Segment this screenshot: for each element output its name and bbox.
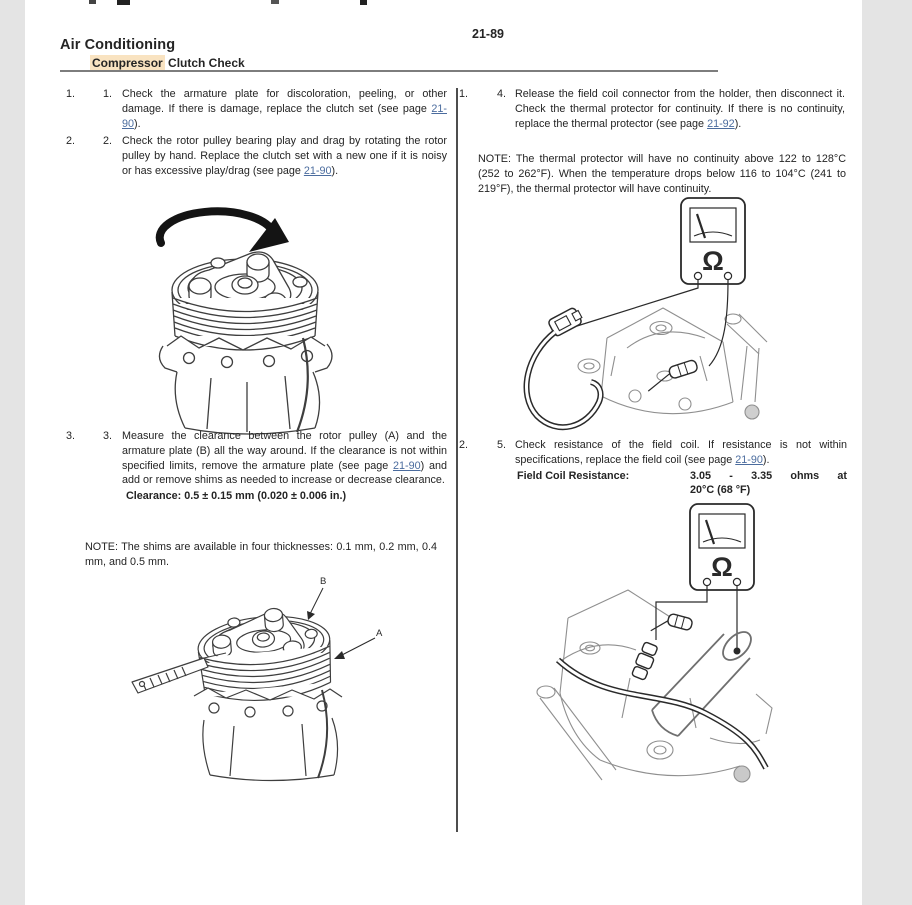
cropped-text-remnant [89,0,96,4]
step-number: 1. [103,88,113,100]
step-number: 4. [497,88,507,100]
clearance-spec: Clearance: 0.5 ± 0.15 mm (0.020 ± 0.006 in.) [126,490,347,503]
step-4 [459,87,845,131]
step-number: 3. [103,430,113,442]
meter-terminal [733,578,740,585]
meter-terminal [724,272,731,279]
step-number: 5. [497,439,507,451]
step-outer-number: 2. [66,135,76,148]
step-text-segment: Check the armature plate for discoloration, peeling, or other damage. If there is damage, replace the clutch set (see page [122,88,447,115]
ohm-symbol: Ω [711,552,733,582]
probe-contact [734,648,741,655]
step-text-segment: Release the field coil connector from the holder, then disconnect it. Check the thermal protector for continuity. If there is no continuity, replace the thermal protector (see page [515,88,845,130]
column-divider [456,88,458,832]
step-outer-number: 3. [66,430,76,442]
spec-value-line1: 3.05 - 3.35 ohms at [690,469,847,482]
step-1 [66,87,447,131]
subsection-title [90,56,245,70]
feeler-gauge [132,658,208,693]
test-probe [643,359,699,391]
compressor-rotation-figure [115,186,370,434]
step-text [122,429,447,488]
label-a: A [376,628,383,639]
test-lead [577,280,698,326]
right-note: NOTE: The thermal protector will have no continuity above 122 to 128°C (252 to 262°F). When the temperature drops below 116 to 104°C (241 to 219°F), the thermal protector will have continuity. [478,153,846,195]
search-highlight: Compressor [92,56,163,70]
clearance-measurement-figure [130,570,400,795]
step-text-segment: Check the rotor pulley bearing play and drag by rotating the rotor pulley by hand. Replace the clutch set with a new one if it is noisy or has excessive play/drag (see page [122,135,447,177]
page-link-21-90[interactable]: 21-90 [735,453,763,466]
step-text-segment: ). [134,117,141,130]
spec-label: Field Coil Resistance: [517,469,630,482]
section-title: Air Conditioning [60,37,176,53]
step-text [122,87,447,131]
step-text-segment: Measure the clearance between the rotor pulley (A) and the armature plate (B) all the way around. If the clearance is not within specified limits, remove the armature plate (see page [122,430,447,472]
step-text [515,438,847,468]
field-coil-test-figure [510,498,780,793]
cropped-text-remnant [117,0,130,5]
page-link-21-90[interactable]: 21-90 [303,164,332,177]
step-text-segment: ). [331,164,339,177]
meter-display [690,208,736,242]
cropped-text-remnant [360,0,367,5]
step-outer-number: 2. [459,439,469,451]
meter-terminal [703,578,710,585]
ohmmeter [690,504,754,590]
ohm-symbol: Ω [702,246,724,276]
label-b: B [320,576,327,587]
test-probe [651,609,693,640]
step-outer-number: 1. [459,88,469,100]
meter-terminal [694,272,701,279]
header-rule [60,70,718,72]
ohmmeter [681,198,745,284]
step-5 [459,438,845,498]
coil-wire [558,660,766,768]
meter-display [699,514,745,548]
subsection-title-rest: Clutch Check [164,56,245,70]
cropped-text-remnant [271,0,279,4]
page-number: 21-89 [472,27,504,41]
step-text-segment: ). [734,117,742,130]
page-link-21-90[interactable]: 21-90 [122,102,447,130]
step-text [122,134,447,178]
spec-value-line2: 20°C (68 °F) [690,484,751,497]
page-link-21-92[interactable]: 21-92 [707,117,735,130]
field-coil-connector [631,641,659,680]
step-text [515,87,845,131]
page-link-21-90[interactable]: 21-90 [393,459,421,472]
manual-page [25,0,862,905]
step-text-segment: ). [762,453,770,466]
step-text-segment: Check resistance of the field coil. If resistance is not within specifications, replace the field coil (see page [515,439,847,466]
step-outer-number: 1. [66,88,76,100]
thermal-protector-test-figure [515,196,775,441]
step-2 [66,134,447,178]
field-coil-resistance-spec [515,469,847,499]
step-text-segment: ) and add or remove shims as needed to increase or decrease clearance. [122,459,448,487]
left-note: NOTE: The shims are available in four thicknesses: 0.1 mm, 0.2 mm, 0.4 mm, and 0.5 mm. [85,541,437,568]
step-number: 2. [103,135,113,148]
coil-wire [527,332,601,427]
step-3 [66,429,447,504]
